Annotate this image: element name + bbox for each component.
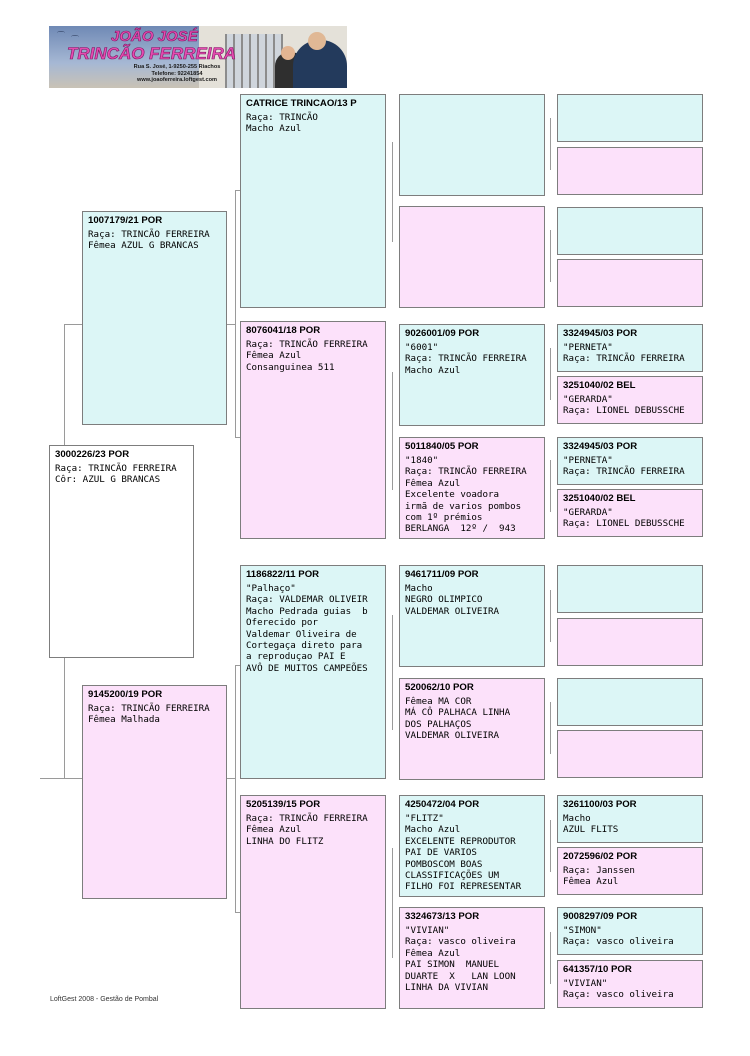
pedigree-gen4-card[interactable] (557, 795, 703, 843)
bird-details: Raça: TRINCÃO FERREIRA Fêmea AZUL G BRANCAS (88, 229, 210, 252)
bird-details: Macho NEGRO OLIMPICO VALDEMAR OLIVEIRA (405, 583, 500, 617)
pedigree-grandsire-paternal-card[interactable] (240, 94, 386, 308)
ring-number: 8076041/18 POR (246, 325, 321, 336)
connector-line (550, 348, 551, 400)
bird-details: Raça: TRINCÃO FERREIRA Fêmea Azul LINHA DO FLITZ (246, 813, 368, 847)
pedigree-empty-card[interactable] (557, 94, 703, 142)
bird-details: Fêmea MA COR MÁ CÔ PALHACA LINHA DOS PALHAÇOS VALDEMAR OLIVEIRA (405, 696, 511, 742)
connector-line (235, 665, 236, 913)
connector-line (550, 118, 551, 170)
connector-line (550, 702, 551, 754)
pedigree-empty-card[interactable] (557, 618, 703, 666)
pedigree-empty-card[interactable] (557, 259, 703, 307)
ring-number: 3324945/03 POR (563, 328, 638, 339)
ring-number: 1186822/11 POR (246, 569, 320, 580)
connector-line (392, 142, 393, 242)
ring-number: 3000226/23 POR (55, 449, 130, 460)
header-address: Rua S. José, 1-9250-255 Riachos (133, 64, 221, 70)
ring-number: 3324673/13 POR (405, 911, 480, 922)
pedigree-gen4-card[interactable] (557, 907, 703, 955)
connector-line (550, 932, 551, 984)
ring-number: 520062/10 POR (405, 682, 474, 693)
pedigree-empty-card[interactable] (557, 730, 703, 778)
bird-details: Raça: Janssen Fêmea Azul (563, 865, 635, 888)
pedigree-granddam-paternal-card[interactable] (240, 321, 386, 539)
bird-details: Raça: TRINCÃO FERREIRA Fêmea Azul Consanguinea 511 (246, 339, 368, 373)
connector-line (40, 778, 66, 779)
pedigree-empty-card[interactable] (557, 565, 703, 613)
header-website: www.joaoferreira.loftgest.com (137, 77, 217, 84)
ring-number: 3324945/03 POR (563, 441, 638, 452)
ring-number: 9145200/19 POR (88, 689, 163, 700)
bird-details: "Palhaço" Raça: VALDEMAR OLIVEIR Macho Pedrada guias b Oferecido por Valdemar Oliveira de Cortegaça direto para a reproduçao PAI E AVÔ DE MUITOS CAMPEÕES (246, 583, 368, 674)
footer-credit: LoftGest 2008 - Gestão de Pombal (50, 996, 159, 1003)
ring-number: 5011840/05 POR (405, 441, 479, 452)
pedigree-empty-card[interactable] (557, 147, 703, 195)
header-contact (107, 64, 247, 84)
pedigree-gen4-card[interactable] (557, 437, 703, 485)
ring-number: 3261100/03 POR (563, 799, 637, 810)
connector-line (235, 190, 236, 438)
pedigree-gen3-card[interactable] (399, 437, 545, 539)
pedigree-empty-card[interactable] (399, 206, 545, 308)
connector-line (550, 820, 551, 872)
pedigree-gen4-card[interactable] (557, 960, 703, 1008)
pigeon-icon: ⌒ (57, 31, 65, 40)
bird-details: Raça: TRINCÃO Macho Azul (246, 112, 318, 135)
pedigree-gen4-card[interactable] (557, 324, 703, 372)
ring-number: 4250472/04 POR (405, 799, 480, 810)
bird-details: "GERARDA" Raça: LIONEL DEBUSSCHE (563, 394, 685, 417)
bird-details: "VIVIAN" Raça: vasco oliveira Fêmea Azul PAI SIMON MANUEL DUARTE X LAN LOON LINHA DA VIVIAN (405, 925, 516, 994)
bird-details: "6001" Raça: TRINCÃO FERREIRA Macho Azul (405, 342, 527, 376)
pigeon-icon: ⌒ (71, 35, 79, 44)
pedigree-dam-card[interactable] (82, 685, 227, 899)
pedigree-gen3-card[interactable] (399, 907, 545, 1009)
connector-line (392, 848, 393, 958)
bird-details: Raça: TRINCÃO FERREIRA Fêmea Malhada (88, 703, 210, 726)
bird-details: "PERNETA" Raça: TRINCÃO FERREIRA (563, 342, 685, 365)
bird-details: "GERARDA" Raça: LIONEL DEBUSSCHE (563, 507, 685, 530)
bird-details: "FLITZ" Macho Azul EXCELENTE REPRODUTOR PAI DE VARIOS POMBOSCOM BOAS CLASSIFICAÇÕES UM FILHO FOI REPRESENTAR (405, 813, 522, 893)
connector-line (392, 615, 393, 730)
ring-number: 641357/10 POR (563, 964, 632, 975)
connector-line (64, 324, 82, 325)
ring-number: 5205139/15 POR (246, 799, 321, 810)
ring-number: 9026001/09 POR (405, 328, 480, 339)
ring-number: 9008297/09 POR (563, 911, 638, 922)
bird-details: "PERNETA" Raça: TRINCÃO FERREIRA (563, 455, 685, 478)
bird-details: "VIVIAN" Raça: vasco oliveira (563, 978, 674, 1001)
pedigree-gen4-card[interactable] (557, 847, 703, 895)
pedigree-empty-card[interactable] (557, 678, 703, 726)
pedigree-empty-card[interactable] (399, 94, 545, 196)
ring-number: 3251040/02 BEL (563, 380, 636, 391)
bird-details: Raça: TRINCÃO FERREIRA Côr: AZUL G BRANCAS (55, 463, 177, 486)
ring-number: CATRICE TRINCAO/13 P (246, 98, 357, 109)
ring-number: 2072596/02 POR (563, 851, 638, 862)
connector-line (550, 590, 551, 642)
bird-details: "SIMON" Raça: vasco oliveira (563, 925, 674, 948)
header-phone: Telefone: 92241854 (151, 70, 203, 77)
bird-details: "1840" Raça: TRINCÃO FERREIRA Fêmea Azul Excelente voadora irmã de varios pombos com 1º prémios BERLANGA 12º / 943 (405, 455, 527, 535)
ring-number: 9461711/09 POR (405, 569, 479, 580)
ring-number: 1007179/21 POR (88, 215, 163, 226)
pedigree-granddam-maternal-card[interactable] (240, 795, 386, 1009)
ring-number: 3251040/02 BEL (563, 493, 636, 504)
pedigree-subject-card[interactable] (49, 445, 194, 658)
connector-line (64, 778, 82, 779)
header-title-line1: JOÃO JOSÉ (111, 28, 198, 45)
header-title-line2: TRINCÃO FERREIRA (67, 44, 237, 63)
pedigree-grandsire-maternal-card[interactable] (240, 565, 386, 779)
pedigree-sire-card[interactable] (82, 211, 227, 425)
pedigree-gen3-card[interactable] (399, 678, 545, 780)
pedigree-gen4-card[interactable] (557, 489, 703, 537)
child-head (281, 46, 295, 60)
pedigree-empty-card[interactable] (557, 207, 703, 255)
connector-line (550, 460, 551, 512)
bird-details: Macho AZUL FLITS (563, 813, 619, 836)
pedigree-gen3-card[interactable] (399, 565, 545, 667)
pedigree-gen4-card[interactable] (557, 376, 703, 424)
pedigree-gen3-card[interactable] (399, 795, 545, 897)
breeder-header-banner (49, 26, 347, 88)
connector-line (392, 372, 393, 490)
connector-line (550, 230, 551, 282)
pedigree-gen3-card[interactable] (399, 324, 545, 426)
breeder-head (308, 32, 326, 50)
